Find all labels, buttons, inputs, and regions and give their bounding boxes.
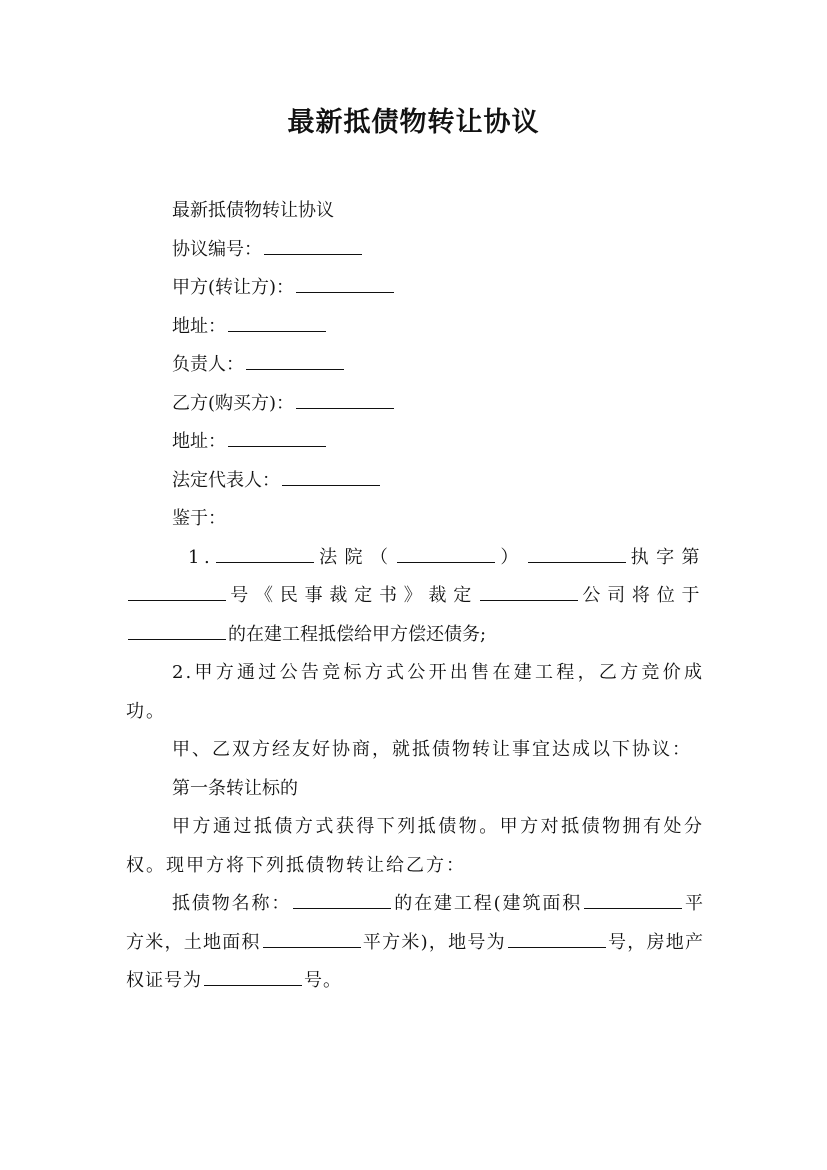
document-title: 最新抵债物转让协议 [287,107,540,138]
item1-close: ） [497,546,526,568]
cert-no-blank [204,967,302,986]
party-b-rep-label: 法定代表人： [172,469,280,491]
consensus-text: 甲、乙双方经友好协商，就抵债物转让事宜达成以下协议： [172,739,692,760]
whereas-line: 鉴于： [172,508,226,529]
party-a-person-line [126,346,704,385]
case-no-blank [128,582,226,601]
article-1-title: 第一条转让标的 [172,777,298,799]
lot-no-blank [508,929,606,948]
party-a-person-label: 负责人： [172,354,244,375]
agreement-no-blank [264,236,362,255]
party-b-address-blank [228,428,326,447]
land-area-blank [263,929,361,948]
case-code-blank [528,544,626,563]
building-area-blank [584,890,682,909]
cert-label: 房地产权证号为 [126,931,705,991]
party-b-rep-line [126,462,704,501]
asset-sqm2: 平方米)，地号为 [362,931,506,953]
asset-name-blank [293,890,391,909]
party-a-address-blank [228,313,326,332]
party-b-address-label: 地址： [172,431,226,452]
item1-company: 公司将位于 [580,585,704,606]
location-blank [128,621,226,640]
document-body [126,192,704,1001]
party-b-address-line [126,423,704,462]
party-a-line [126,269,704,308]
asset-sqm1: 平方米，土地面积 [126,893,704,953]
asset-description [126,885,704,1001]
court-blank [216,544,314,563]
asset-no-suffix: 号， [607,931,647,953]
agreement-no-label: 协议编号： [172,238,262,260]
agreement-no-line [126,231,704,270]
party-b-line [126,385,704,424]
party-b-rep-blank [282,467,380,486]
cert-suffix: 号。 [304,970,342,991]
company-blank [480,582,578,601]
court-year-blank [397,544,495,563]
item1-ruling: 号《民事裁定书》裁定 [228,585,479,606]
party-b-label: 乙方(购买方)： [172,392,295,414]
asset-name-label: 抵债物名称： [172,893,292,914]
article-1-text: 甲方通过抵债方式获得下列抵债物。甲方对抵债物拥有处分权。现甲方将下列抵债物转让给乙方： [126,816,704,876]
item1-exec: 执字第 [627,546,705,568]
whereas-item-2: 2.甲方通过公告竞标方式公开出售在建工程，乙方竞价成功。 [126,662,704,722]
party-a-person-blank [246,351,344,370]
item1-court: 法院（ [316,546,396,568]
party-a-label: 甲方(转让方)： [172,277,295,298]
whereas-item-1 [126,539,704,655]
heading-repeat: 最新抵债物转让协议 [172,200,334,221]
party-b-blank [296,390,394,409]
item1-end: 的在建工程抵偿给甲方偿还债务; [228,623,487,645]
asset-project: 的在建工程(建筑面积 [393,893,583,914]
item1-prefix: 1. [188,546,215,568]
party-a-address-label: 地址： [172,315,226,337]
party-a-blank [296,274,394,293]
party-a-address-line [126,308,704,347]
